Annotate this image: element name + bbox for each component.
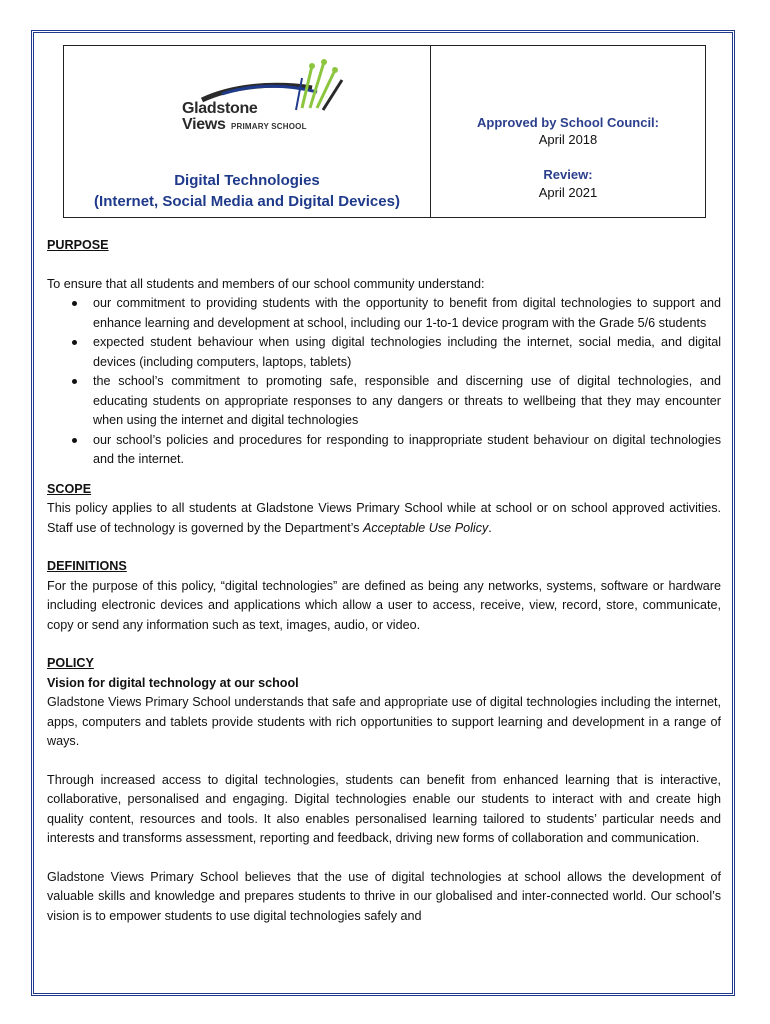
- scope-heading: SCOPE: [47, 481, 92, 496]
- policy-paragraph: Gladstone Views Primary School believes that the use of digital technologies at school allows the development of valuable skills and knowledge and prepares students to thrive in our globalised and inter-connected world. Our school’s vision is to empower students to use digital technologies safely and: [47, 869, 721, 923]
- policy-paragraph: Gladstone Views Primary School understands that safe and appropriate use of digital technologies including the internet, apps, computers and tablets provide students with rich opportunities to support learning and development in a range of ways.: [47, 695, 721, 748]
- policy-paragraph: Through increased access to digital technologies, students can benefit from enhanced learning that is interactive, collaborative, personalised and engaging. Digital technologies enable our students to interact with and create high quality content, resources and tools. It also enables personalised learning tailored to students’ particular needs and interests and transforms assessment, reporting and feedback, driving new forms of collaboration and communication.: [47, 772, 721, 845]
- purpose-intro: To ensure that all students and members of our school community understand:: [47, 276, 485, 291]
- approved-value: April 2018: [538, 132, 598, 147]
- definitions-text: For the purpose of this policy, “digital technologies” are defined as being any networks, systems, software or hardware including electronic devices and applications which allow a user to access, receive, view, record, store, communicate, copy or send any information such as text, images, audio, or video.: [47, 578, 721, 632]
- purpose-bullet: expected student behaviour when using digital technologies including the internet, social media, and digital devices (including computers, laptops, tablets): [93, 333, 721, 372]
- definitions-heading: DEFINITIONS: [47, 559, 127, 573]
- document-body: [47, 236, 721, 926]
- logo-name-line3: PRIMARY SCHOOL: [231, 122, 307, 131]
- policy-heading: POLICY: [47, 656, 94, 670]
- logo-name-line1: Gladstone: [182, 100, 258, 117]
- approved-label: Approved by School Council:: [476, 115, 659, 130]
- header-right-cell: [431, 46, 705, 217]
- purpose-bullet: our commitment to providing students with the opportunity to benefit from digital technologies to support and enhance learning and development at school, including our 1-to-1 device program with the Grade 5/6 students: [93, 294, 721, 333]
- header-table: [63, 45, 706, 218]
- scope-text-main: This policy applies to all students at Gladstone Views Primary School while at school or on school approved activities. Staff use of technology is governed by the Department’s: [47, 501, 721, 535]
- scope-text-end: .: [488, 520, 492, 535]
- document-title-line2: (Internet, Social Media and Digital Devices): [94, 193, 400, 210]
- review-label: Review:: [543, 167, 593, 182]
- school-logo: [182, 58, 392, 138]
- document-title: [64, 170, 430, 212]
- purpose-bullet: our school’s policies and procedures for responding to inappropriate student behaviour on digital technologies and the internet.: [93, 431, 721, 470]
- scope-policy-name: Acceptable Use Policy: [362, 520, 489, 535]
- header-left-cell: [64, 46, 431, 217]
- purpose-list: [47, 294, 721, 470]
- purpose-heading: PURPOSE: [47, 238, 109, 252]
- document-title-line1: Digital Technologies: [174, 172, 320, 189]
- purpose-bullet: the school’s commitment to promoting safe, responsible and discerning use of digital technologies, and educating students on appropriate responses to any dangers or threats to wellbeing that they may encounter when using the internet and digital technologies: [93, 372, 721, 431]
- logo-name-line2: Views: [182, 116, 226, 133]
- review-value: April 2021: [538, 185, 598, 200]
- scope-text: [47, 499, 721, 538]
- policy-subheading: Vision for digital technology at our school: [47, 675, 299, 690]
